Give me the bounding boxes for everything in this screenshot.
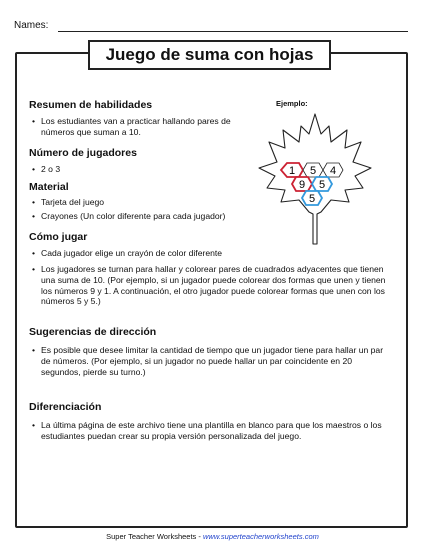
- bullet-dot: •: [32, 164, 36, 174]
- heading-resumen: Resumen de habilidades: [29, 99, 153, 111]
- footer-text: Super Teacher Worksheets -: [106, 532, 203, 541]
- maple-leaf-example: [255, 108, 375, 248]
- bullet-dot: •: [32, 197, 36, 207]
- bullet-text: Tarjeta del juego: [41, 197, 105, 207]
- bullet-text: Crayones (Un color diferente para cada jugador): [41, 211, 226, 221]
- bullet-dot: •: [32, 264, 36, 274]
- heading-sugerencias: Sugerencias de dirección: [29, 326, 157, 338]
- heading-material: Material: [29, 181, 69, 193]
- hex-1-number: 1: [288, 165, 296, 177]
- bullet-dot: •: [32, 345, 36, 355]
- bullet-dot: •: [32, 248, 36, 258]
- hex-5-number: 5: [318, 179, 326, 191]
- bullet-text: Los jugadores se turnan para hallar y colorear pares de cuadrados adyacentes que tienen una suma de 10. (Por ejemplo, si un jugador puede colorear dos formas que unen y tienen los números 9 y 1. A continuación, el otro jugador puede colorear formas que unen con los números 5 y 5.): [41, 264, 386, 307]
- bullet-text: 2 o 3: [41, 164, 61, 174]
- heading-jugadores: Número de jugadores: [29, 147, 137, 159]
- bullet-material-1: [32, 197, 272, 208]
- bullet-dot: •: [32, 116, 36, 126]
- hex-3-number: 4: [329, 165, 337, 177]
- bullet-jugadores-1: [32, 164, 262, 175]
- bullet-text: Los estudiantes van a practicar hallando pares de números que suman a 10.: [41, 116, 231, 137]
- bullet-como-jugar-2: [32, 264, 390, 307]
- bullet-text: Es posible que desee limitar la cantidad de tiempo que un jugador tiene para hallar un par de números. (Por ejemplo, si un jugador no puede hallar un par coincidente en 20 segundos, pierde su turno.): [41, 345, 384, 377]
- bullet-material-2: [32, 211, 282, 222]
- bullet-text: La última página de este archivo tiene una plantilla en blanco para que los maestros o los estudiantes puedan crear su propia versión personalizada del juego.: [41, 420, 382, 441]
- bullet-resumen-1: [32, 116, 262, 138]
- hex-2-number: 5: [309, 165, 317, 177]
- bullet-dot: •: [32, 420, 36, 430]
- example-label: Ejemplo:: [276, 99, 308, 108]
- bullet-como-jugar-1: [32, 248, 392, 259]
- hex-6-number: 5: [308, 193, 316, 205]
- bullet-sugerencias-1: [32, 345, 390, 377]
- hex-4-number: 9: [298, 179, 306, 191]
- heading-diferenciacion: Diferenciación: [29, 401, 102, 413]
- footer-link[interactable]: www.superteacherworksheets.com: [202, 532, 319, 541]
- heading-como-jugar: Cómo jugar: [29, 231, 88, 243]
- names-label: Names:: [14, 20, 49, 31]
- names-line[interactable]: [58, 31, 408, 32]
- bullet-diferenciacion-1: [32, 420, 390, 442]
- footer: [0, 532, 425, 541]
- bullet-text: Cada jugador elige un crayón de color diferente: [41, 248, 223, 258]
- page-title: Juego de suma con hojas: [88, 40, 331, 70]
- names-row: [14, 20, 414, 36]
- bullet-dot: •: [32, 211, 36, 221]
